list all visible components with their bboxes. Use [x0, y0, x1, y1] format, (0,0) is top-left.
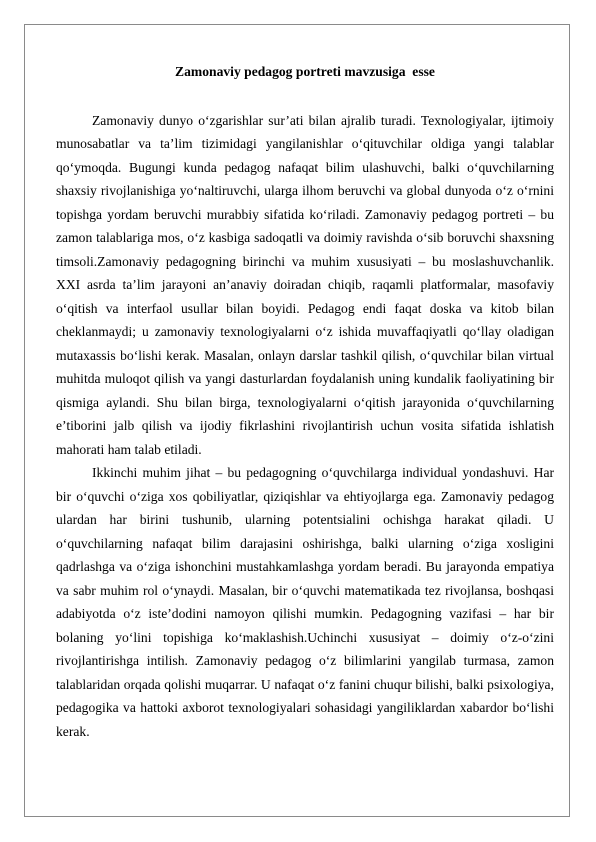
- document-title: Zamonaviy pedagog portreti mavzusiga esse: [175, 64, 435, 79]
- document-body: [56, 60, 554, 743]
- paragraph-2: Ikkinchi muhim jihat – bu pedagogning o‘quvchilarga individual yondashuvi. Har bir o‘quvchi o‘ziga xos qobiliyatlar, qiziqishlar va ehtiyojlarga ega. Zamonaviy pedagog ulardan har birini tushunib, ularning potentsialini ochishga harakat qiladi. U o‘quvchilarning nafaqat bilim darajasini oshirishga, balki ularning o‘ziga xosligini qadrlashga va o‘ziga ishonchini mustahkamlashga yordam beradi. Bu jarayonda empatiya va sabr muhim rol o‘ynaydi. Masalan, bir o‘quvchi matematikada tez rivojlansa, boshqasi adabiyotda o‘z iste’dodini namoyon qilishi mumkin. Pedagogning vazifasi – har bir bolaning yo‘lini topishiga ko‘maklashish.Uchinchi xususiyat – doimiy o‘z-o‘zini rivojlantirishga intilish. Zamonaviy pedagog o‘z bilimlarini yangilab turmasa, zamon talablaridan orqada qolishi muqarrar. U nafaqat o‘z fanini chuqur bilishi, balki psixologiya, pedagogika va hattoki axborot texnologiyalari sohasidagi yangiliklardan xabardor bo‘lishi kerak.: [56, 465, 554, 739]
- paragraph-1: Zamonaviy dunyo o‘zgarishlar sur’ati bilan ajralib turadi. Texnologiyalar, ijtimoiy munosabatlar va ta’lim tizimidagi yangilanishlar o‘qituvchilar oldiga yangi talablar qo‘ymoqda. Bugungi kunda pedagog nafaqat bilim ulashuvchi, balki o‘quvchilarning shaxsiy rivojlanishiga yo‘naltiruvchi, ularga ilhom beruvchi va global dunyoda o‘z o‘rnini topishga yordam beruvchi murabbiy sifatida ko‘riladi. Zamonaviy pedagog portreti – bu zamon talablariga mos, o‘z kasbiga sadoqatli va doimiy ravishda o‘sib boruvchi shaxsning timsoli.Zamonaviy pedagogning birinchi va muhim xususiyati – bu moslashuvchanlik. XXI asrda ta’lim jarayoni an’anaviy doiradan chiqib, raqamli platformalar, masofaviy o‘qitish va interfaol usullar bilan boyidi. Pedagog endi faqat doska va kitob bilan cheklanmaydi; u zamonaviy texnologiyalarni o‘z ishida muvaffaqiyatli qo‘llay oladigan mutaxassis bo‘lishi kerak. Masalan, onlayn darslar tashkil qilish, o‘quvchilar bilan virtual muhitda muloqot qilish va yangi dasturlardan foydalanish uning kundalik faoliyatining bir qismiga aylandi. Shu bilan birga, texnologiyalarni o‘qitish jarayonida o‘quvchilarning e’tiborini jalb qilish va ijodiy fikrlashini rivojlantirish uchun vosita sifatida ishlatish mahorati ham talab etiladi.: [56, 112, 554, 457]
